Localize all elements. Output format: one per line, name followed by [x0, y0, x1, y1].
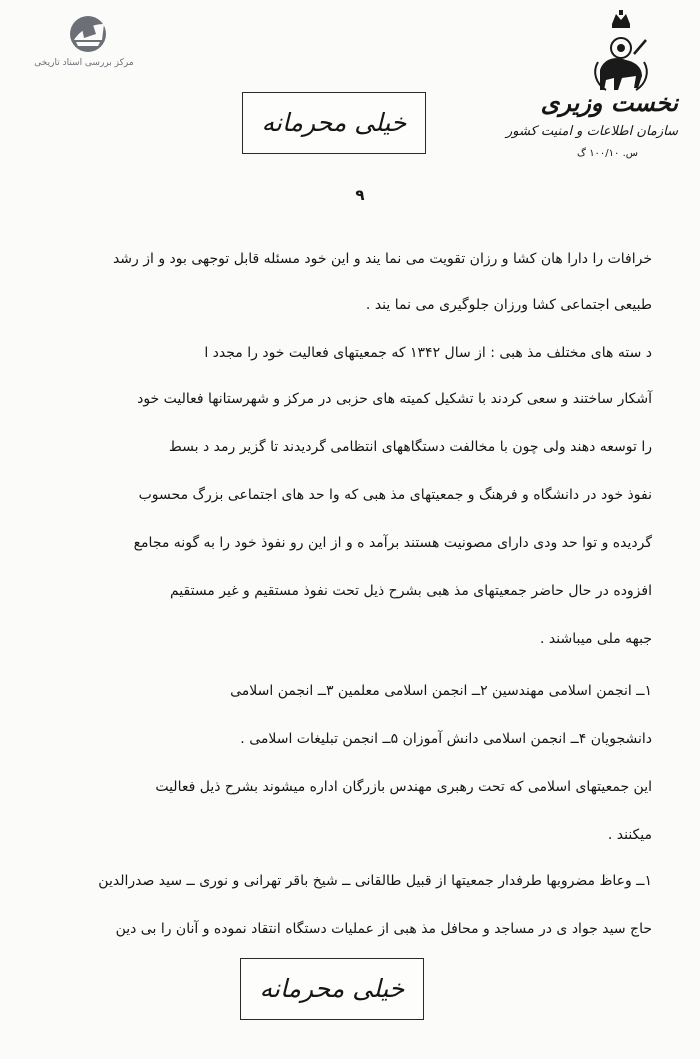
body-line: د سته های مختلف مذ هبی : از سال ۱۳۴۲ که جمعیتهای فعالیت خود را مجدد ا	[204, 345, 652, 361]
reference-number: س. ۱۰۰/۱۰ گ	[577, 148, 638, 159]
classification-stamp-bottom: خیلی محرمانه	[240, 958, 424, 1020]
page-number: ۹	[355, 186, 365, 204]
archive-logo	[24, 14, 144, 74]
archive-caption: مرکز بررسی اسناد تاریخی	[34, 58, 134, 68]
body-line: گردیده و توا حد ودی دارای مصونیت هستند برآمد ه و از این رو نفوذ خود را به گونه مجامع	[133, 535, 652, 551]
body-line: ۱ــ انجمن اسلامی مهندسین ۲ــ انجمن اسلامی معلمین ۳ــ انجمن اسلامی	[230, 683, 652, 699]
body-line: حاج سید جواد ی در مساجد و محافل مذ هبی از عملیات دستگاه انتقاد نموده و آنان را بی دین	[115, 921, 652, 937]
letterhead	[505, 88, 678, 162]
body-line: جبهه ملی میباشند .	[540, 631, 652, 647]
archive-logo-icon	[62, 14, 112, 58]
body-line: نفوذ خود در دانشگاه و فرهنگ و جمعیتهای مذ هبی که وا حد های اجتماعی بزرگ محسوب	[138, 487, 652, 503]
organization-name: سازمان اطلاعات و امنیت کشور	[505, 124, 678, 139]
body-line: افزوده در حال حاضر جمعیتهای مذ هبی بشرح ذیل تحت نفوذ مستقیم و غیر مستقیم	[169, 583, 652, 599]
ministry-title: نخست وزیری	[540, 88, 678, 117]
lion-and-sun-emblem-icon	[592, 10, 650, 94]
body-line: را توسعه دهند ولی چون با مخالفت دستگاههای انتظامی گردیدند تا گزیر رمد د بسط	[168, 439, 652, 455]
body-line: میکنند .	[607, 827, 652, 843]
body-line: دانشجویان ۴ــ انجمن اسلامی دانش آموزان ۵ــ انجمن تبلیغات اسلامی .	[240, 731, 652, 747]
body-line: خرافات را دارا هان کشا و رزان تقویت می نما یند و این خود مسئله قابل توجهی بود و از رشد	[112, 251, 652, 267]
body-line: طبیعی اجتماعی کشا ورزان جلوگیری می نما یند .	[365, 297, 652, 313]
body-line: این جمعیتهای اسلامی که تحت رهبری مهندس بازرگان اداره میشوند بشرح ذیل فعالیت	[155, 779, 652, 795]
body-line: ۱ــ وعاظ مضروبها طرفدار جمعیتها از قبیل طالقانی ــ شیخ باقر تهرانی و نوری ــ سید صدرالدین	[98, 873, 652, 889]
classification-stamp-top: خیلی محرمانه	[242, 92, 426, 154]
body-line: آشکار ساختند و سعی کردند با تشکیل کمیته های حزبی در مرکز و شهرستانها فعالیت خود	[137, 391, 652, 407]
